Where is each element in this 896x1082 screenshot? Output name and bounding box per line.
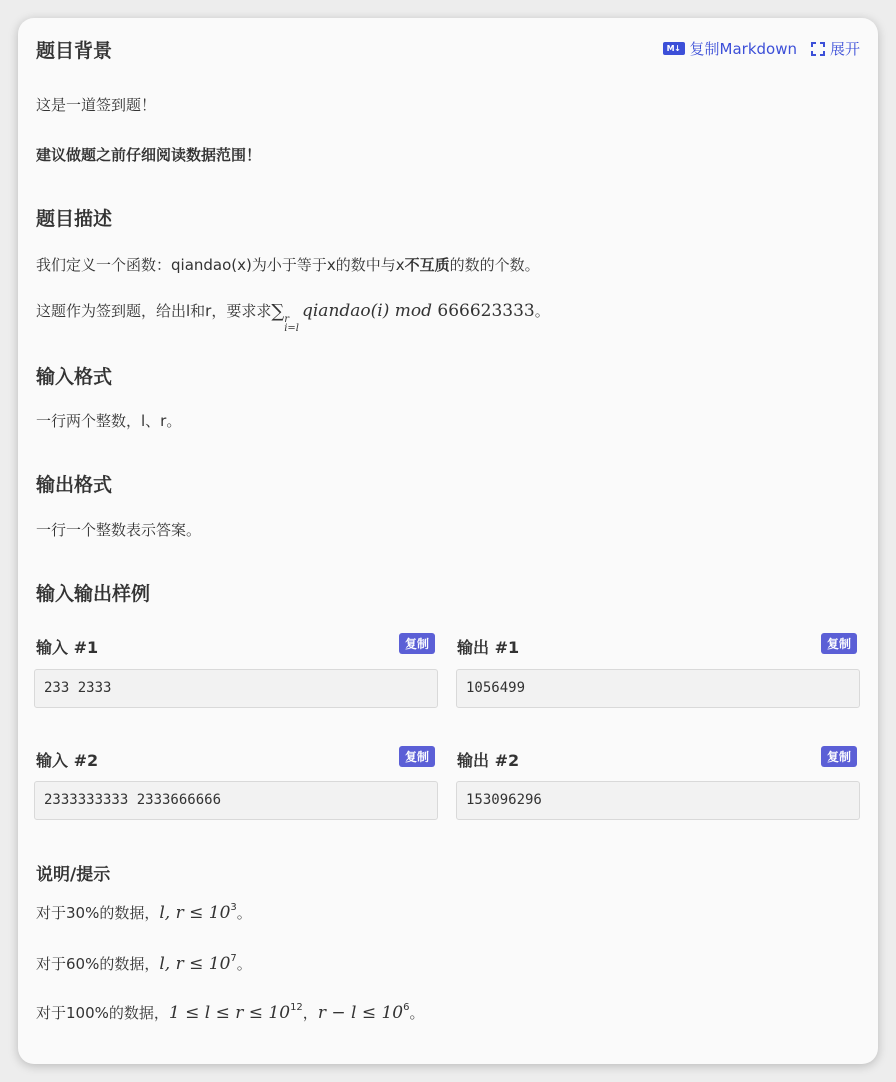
hint-line-3-exp-a: 12 bbox=[290, 1002, 303, 1013]
markdown-icon: M↓ bbox=[663, 42, 685, 55]
description-line-1-post: 的数的个数。 bbox=[449, 256, 540, 274]
description-title: 题目描述 bbox=[36, 208, 113, 230]
sum-lower: i=l bbox=[284, 323, 299, 334]
output-format-text: 一行一个整数表示答案。 bbox=[36, 521, 202, 539]
expand-icon bbox=[811, 42, 825, 56]
sample-1-input-box[interactable]: 233 2333 bbox=[34, 669, 438, 708]
hint-line-3-pre: 对于100%的数据， bbox=[36, 1004, 169, 1022]
sum-limits bbox=[284, 315, 299, 333]
header-actions bbox=[663, 38, 860, 59]
sample-1-input-label: 输入 #1 bbox=[36, 638, 99, 657]
sample-2-input-copy-button[interactable]: 复制 bbox=[399, 746, 435, 767]
hint-line-1-exp: 3 bbox=[230, 902, 237, 913]
sum-formula bbox=[271, 301, 535, 334]
sample-1-output-label: 输出 #1 bbox=[457, 638, 520, 657]
description-line-2 bbox=[36, 300, 550, 333]
hint-line-1 bbox=[36, 902, 252, 923]
hint-line-1-math: l, r ≤ 10 bbox=[159, 903, 231, 923]
sample-1-output-box[interactable]: 1056499 bbox=[456, 669, 860, 708]
background-line-2: 建议做题之前仔细阅读数据范围！ bbox=[36, 146, 262, 164]
expand-label: 展开 bbox=[829, 40, 860, 58]
sample-2-output-label: 输出 #2 bbox=[457, 751, 520, 770]
sum-mod: 666623333 bbox=[437, 301, 535, 321]
sum-symbol: ∑ bbox=[271, 301, 285, 322]
sum-expression: qiandao(i) mod bbox=[301, 301, 438, 321]
description-line-1-pre: 我们定义一个函数：qiandao(x)为小于等于x的数中与x bbox=[36, 256, 405, 274]
hint-line-3-math-b: r − l ≤ 10 bbox=[317, 1003, 404, 1023]
hint-line-2-pre: 对于60%的数据， bbox=[36, 955, 160, 973]
sample-1-input-copy-button[interactable]: 复制 bbox=[399, 633, 435, 654]
sample-2-output-copy-button[interactable]: 复制 bbox=[821, 746, 857, 767]
hint-line-3-math-a: 1 ≤ l ≤ r ≤ 10 bbox=[168, 1003, 291, 1023]
background-line-1: 这是一道签到题！ bbox=[36, 96, 157, 114]
hint-line-2-exp: 7 bbox=[230, 953, 237, 964]
sample-2-input-box[interactable]: 2333333333 2333666666 bbox=[34, 781, 438, 820]
problem-card bbox=[18, 18, 878, 1064]
hint-title: 说明/提示 bbox=[36, 865, 111, 885]
samples-title: 输入输出样例 bbox=[36, 583, 151, 605]
hint-line-2-period: 。 bbox=[236, 955, 252, 973]
description-line-2-post: 。 bbox=[534, 302, 550, 320]
hint-line-3-exp-b: 6 bbox=[403, 1002, 410, 1013]
description-line-2-pre: 这题作为签到题，给出l和r，要求求 bbox=[36, 302, 272, 320]
description-line-1 bbox=[36, 254, 540, 275]
background-title: 题目背景 bbox=[36, 40, 113, 62]
hint-line-3-sep: ， bbox=[302, 1004, 318, 1022]
input-format-text: 一行两个整数，l、r。 bbox=[36, 412, 182, 430]
header-row bbox=[36, 18, 860, 78]
sample-2-output-box[interactable]: 153096296 bbox=[456, 781, 860, 820]
hint-line-1-period: 。 bbox=[236, 904, 252, 922]
hint-line-3-period: 。 bbox=[409, 1004, 425, 1022]
sum-upper: r bbox=[284, 314, 289, 325]
sample-1-output-copy-button[interactable]: 复制 bbox=[821, 633, 857, 654]
copy-markdown-label: 复制Markdown bbox=[689, 40, 797, 58]
hint-line-2-math: l, r ≤ 10 bbox=[159, 954, 231, 974]
description-bold: 不互质 bbox=[404, 256, 450, 274]
hint-line-2 bbox=[36, 953, 252, 974]
copy-markdown-button[interactable] bbox=[663, 38, 797, 59]
output-format-title: 输出格式 bbox=[36, 474, 113, 496]
hint-line-3 bbox=[36, 1002, 425, 1023]
expand-button[interactable] bbox=[803, 38, 860, 59]
input-format-title: 输入格式 bbox=[36, 366, 113, 388]
hint-line-1-pre: 对于30%的数据， bbox=[36, 904, 160, 922]
sample-2-input-label: 输入 #2 bbox=[36, 751, 99, 770]
